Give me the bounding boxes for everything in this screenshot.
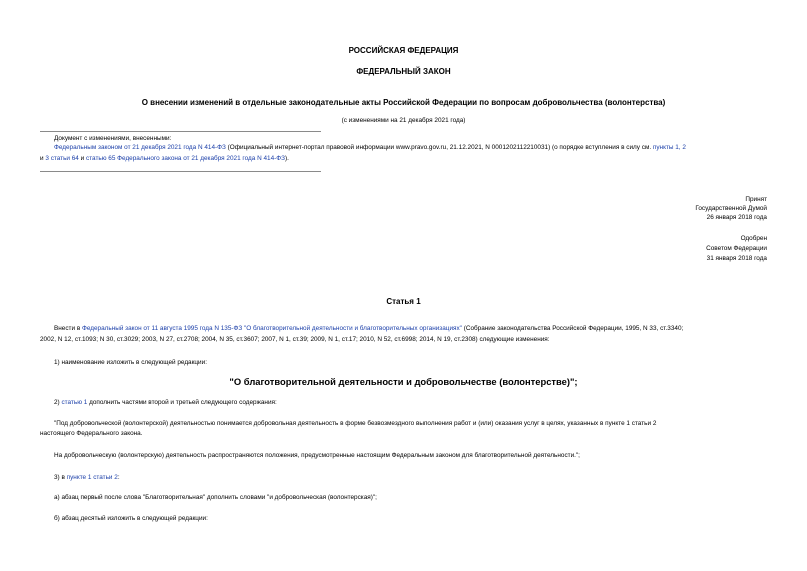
edition-note: (с изменениями на 21 декабря 2021 года) — [341, 117, 466, 124]
article-65-link[interactable]: статью 65 Федерального закона от 21 декабря 2021 года N 414-ФЗ — [86, 155, 285, 162]
changes-line-2-end: ). — [284, 155, 289, 162]
para-1-prefix: Внести в — [54, 325, 82, 332]
quote-1-line-2: настоящего Федерального закона. — [40, 430, 143, 437]
item-2 — [54, 399, 277, 407]
quote-1-line-1: "Под добровольческой (волонтерской) деятельностью понимается добровольная деятельность в форме безвозмездного выполнения работ и (или) оказания услуг в целях, указанных в пункте 1 статьи 2 — [54, 420, 657, 427]
changes-bottom-rule — [40, 171, 321, 172]
approved-body: Советом Федерации — [706, 245, 767, 252]
law-135-link[interactable]: Федеральный закон от 11 августа 1995 года N 135-ФЗ "О благотворительной деятельности и благотворительных организациях" — [81, 325, 462, 332]
changes-line-2-mid: и — [78, 155, 86, 162]
adopted-date: 26 января 2018 года — [706, 214, 767, 221]
article-64-link[interactable]: 3 статьи 64 — [45, 155, 79, 162]
para-1-text: (Собрание законодательства Российской Федерации, 1995, N 33, ст.3340; — [461, 325, 684, 332]
item-1: 1) наименование изложить в следующей редакции: — [54, 359, 207, 366]
changes-line-2 — [40, 155, 289, 163]
sub-item-a: а) абзац первый после слова "Благотворительная" дополнить словами "и добровольческая (волонтерская)"; — [54, 494, 377, 501]
new-law-name: "О благотворительной деятельности и добровольчестве (волонтерстве)"; — [229, 376, 578, 387]
approved-date: 31 января 2018 года — [706, 255, 767, 262]
changes-line-2-prefix: и — [40, 155, 46, 162]
approved-label: Одобрен — [740, 235, 767, 242]
article-1-link[interactable]: статью 1 — [61, 399, 88, 406]
article-1-heading: Статья 1 — [386, 297, 421, 306]
item-2-prefix: 2) — [54, 399, 62, 406]
article-2-point-1-link[interactable]: пункте 1 статьи 2 — [66, 474, 118, 481]
adopted-label: Принят — [745, 196, 767, 203]
amending-law-link[interactable]: Федеральным законом от 21 декабря 2021 года N 414-ФЗ — [54, 144, 226, 151]
item-3-end: : — [117, 474, 120, 481]
item-3-prefix: 3) в — [54, 474, 67, 481]
adopted-body: Государственной Думой — [695, 205, 767, 212]
article-1-para-1 — [54, 325, 683, 333]
changes-line-1-text: (Официальный интернет-портал правовой информации www.pravo.gov.ru, 21.12.2021, N 0001202112210031) (о порядке вступления в силу см. — [225, 144, 653, 151]
item-2-text: дополнить частями второй и третьей следующего содержания: — [87, 399, 277, 406]
law-title: О внесении изменений в отдельные законодательные акты Российской Федерации по вопросам добровольчества (волонтерства) — [141, 98, 666, 107]
country-heading: РОССИЙСКАЯ ФЕДЕРАЦИЯ — [348, 46, 459, 55]
points-link[interactable]: пункты 1, 2 — [652, 144, 686, 151]
quote-2: На добровольческую (волонтерскую) деятельность распространяются положения, предусмотренные настоящим Федеральным законом для благотворительной деятельности."; — [54, 452, 580, 459]
changes-intro: Документ с изменениями, внесенными: — [54, 135, 172, 142]
law-type-heading: ФЕДЕРАЛЬНЫЙ ЗАКОН — [356, 67, 451, 76]
item-3 — [54, 474, 120, 482]
changes-top-rule — [40, 131, 321, 132]
article-1-para-1-line-2: 2002, N 12, ст.1093; N 30, ст.3029; 2003, N 27, ст.2708; 2004, N 35, ст.3607; 2007, N 1, ст.39; 2009, N 1, ст.17; 2010, N 52, ст.6998; 2014, N 19, ст.2308) следующие изменения: — [40, 336, 550, 343]
changes-line-1 — [54, 144, 686, 152]
sub-item-b: б) абзац десятый изложить в следующей редакции: — [54, 515, 208, 522]
